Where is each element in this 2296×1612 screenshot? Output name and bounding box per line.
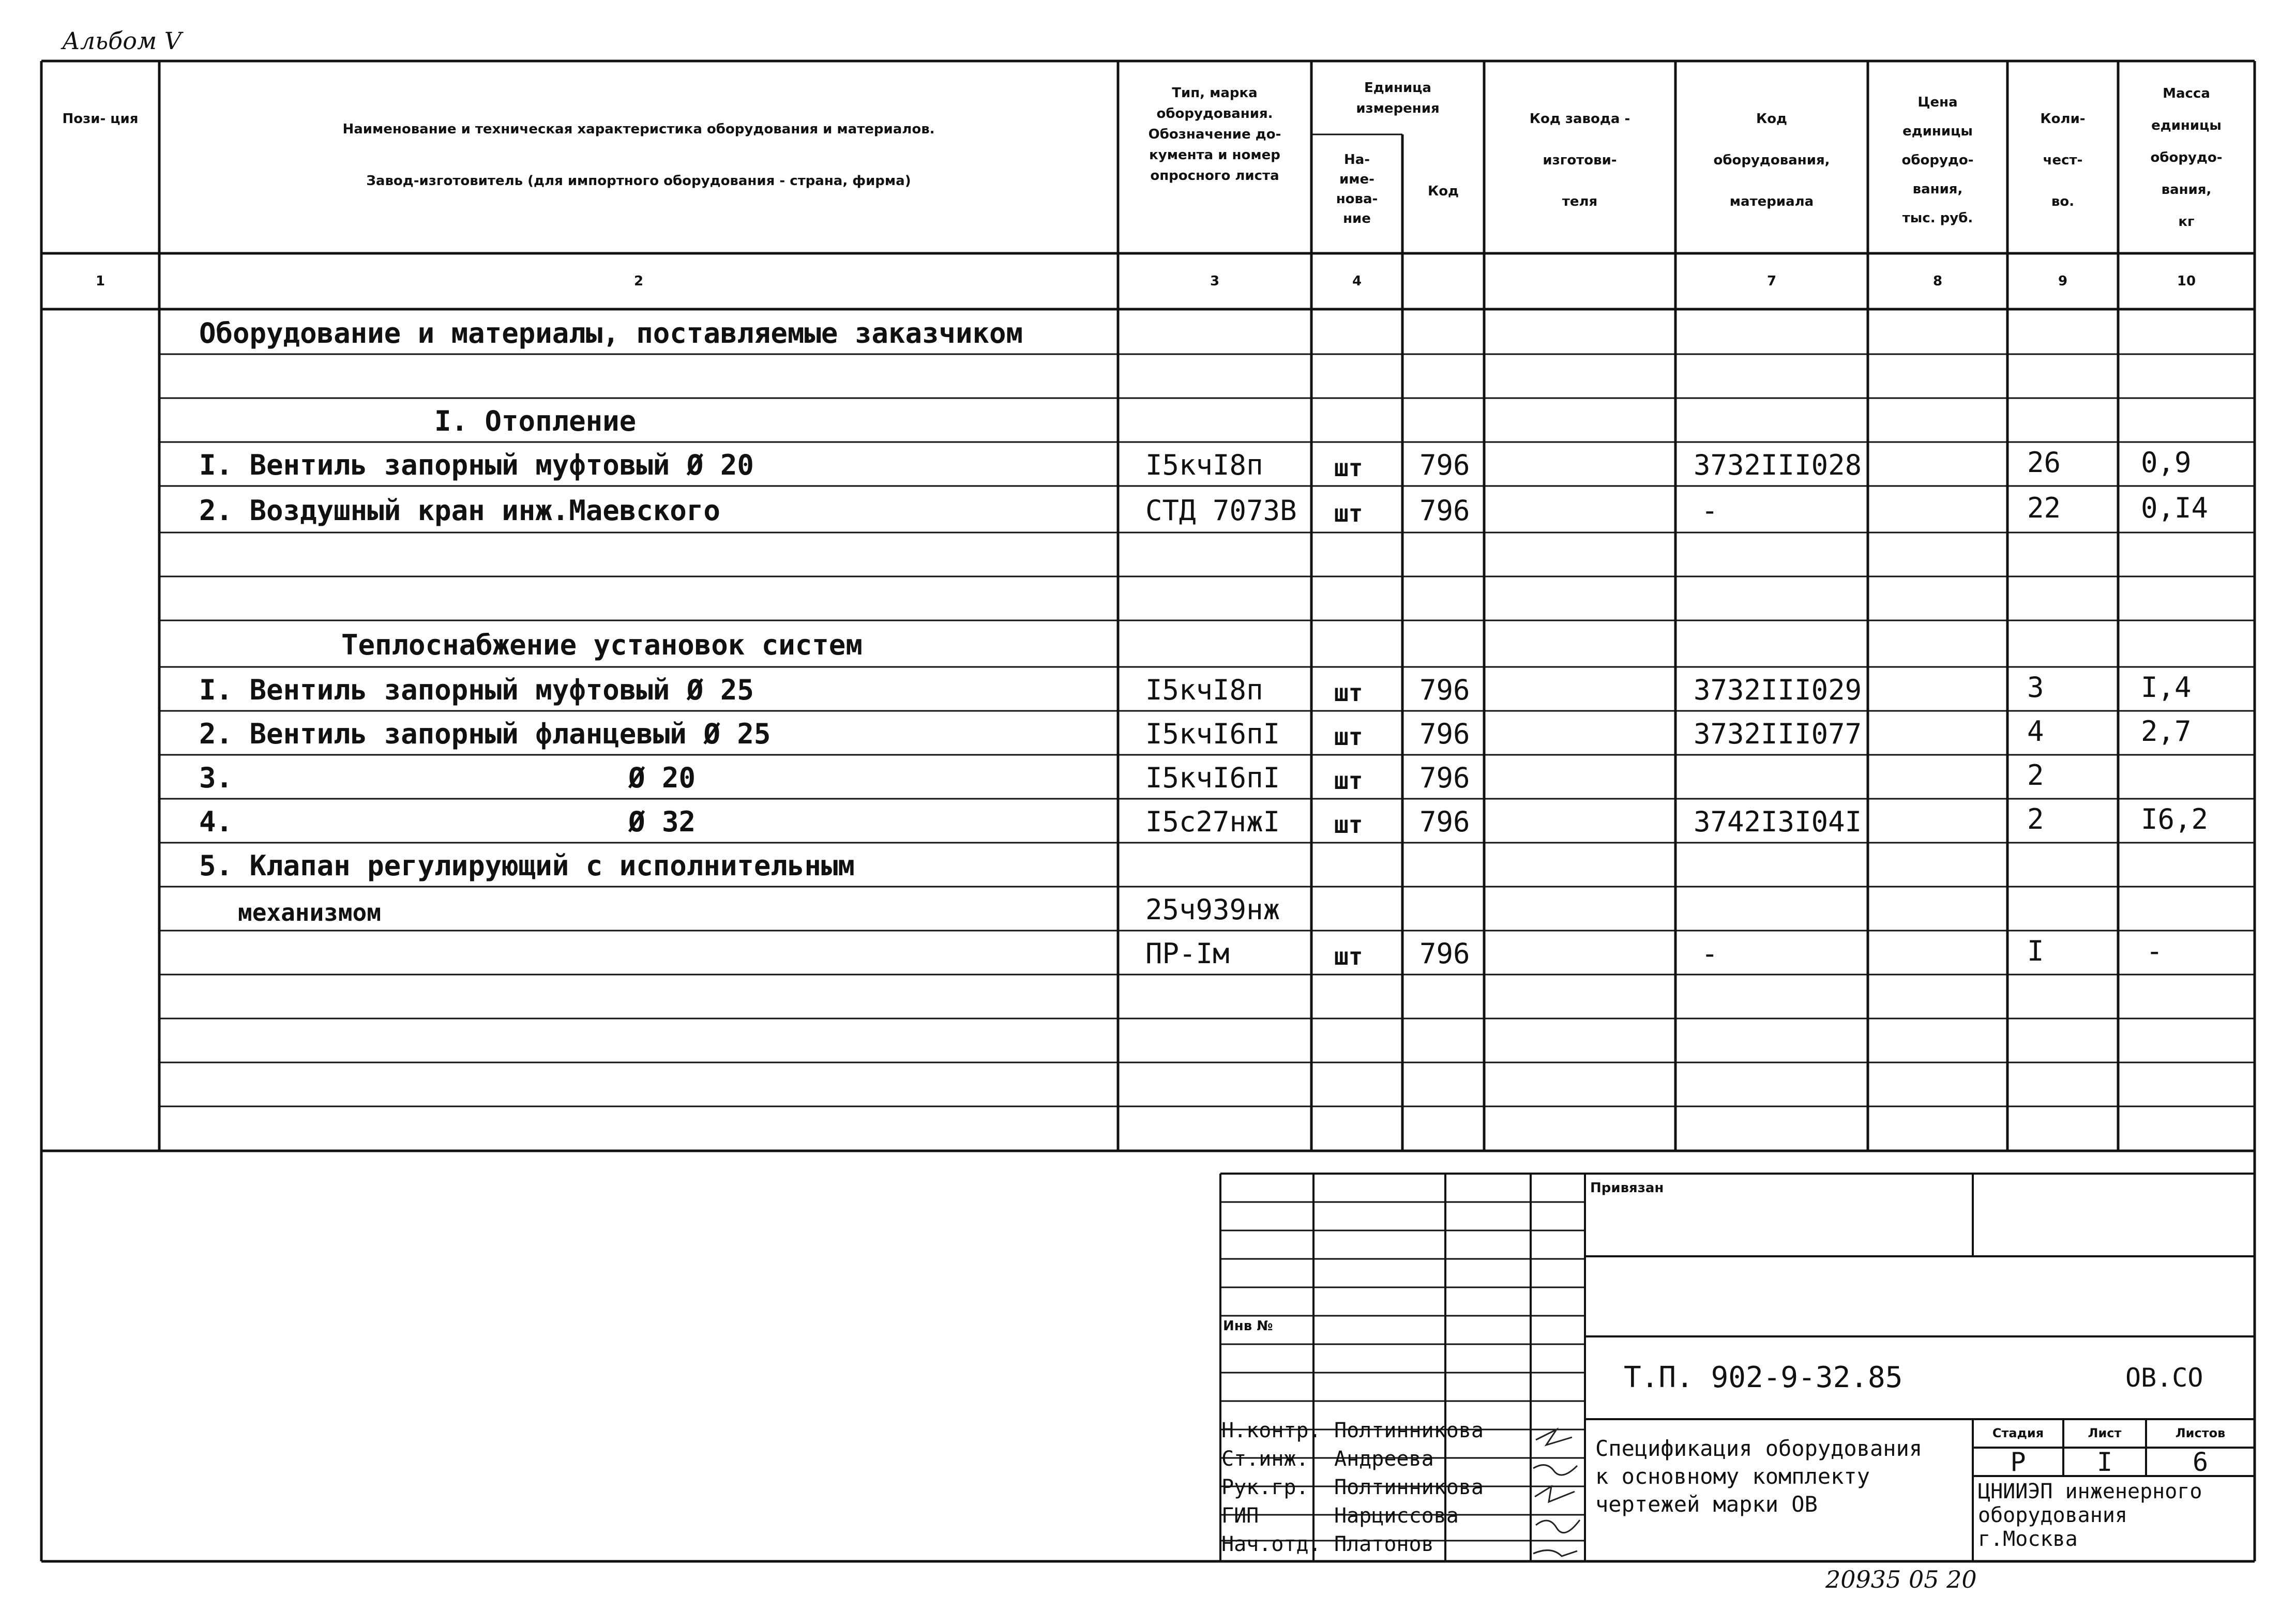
signer-role: Ст.инж. xyxy=(1221,1447,1309,1471)
row-qty: 4 xyxy=(2027,715,2044,748)
header-type-line: Тип, марка xyxy=(1172,85,1258,101)
header-position: Пози- ция xyxy=(62,111,139,127)
attached-label: Привязан xyxy=(1590,1180,1664,1196)
header-unit-code: Код xyxy=(1427,184,1459,199)
header-type-line: оборудования. xyxy=(1156,106,1273,121)
signatures xyxy=(1531,1419,1588,1564)
header-type-line: кумента и номер xyxy=(1149,147,1280,163)
row-type: I5кчI8п xyxy=(1145,449,1263,481)
row-unit: шт xyxy=(1334,499,1363,527)
header-quantity xyxy=(2007,98,2118,222)
header-name-line1: Наименование и техническая характеристика оборудования и материалов. xyxy=(342,121,935,137)
header-factory-code xyxy=(1484,98,1675,222)
header-price-line: Цена xyxy=(1917,95,1958,110)
header-quantity-line: во. xyxy=(2051,194,2075,209)
row-mass: 0,9 xyxy=(2141,446,2192,479)
row-unit: шт xyxy=(1334,454,1363,482)
column-number: 2 xyxy=(633,273,644,289)
header-equipment-line: Код xyxy=(1756,111,1788,127)
signer-role: Н.контр. xyxy=(1221,1419,1321,1442)
row-name: 2. Вентиль запорный фланцевый Ø 25 xyxy=(199,718,771,750)
header-unit-name-line: име- xyxy=(1339,172,1374,187)
stage-label: Стадия xyxy=(1992,1426,2044,1440)
signer-name: Полтинникова xyxy=(1334,1419,1484,1442)
header-mass-line: Масса xyxy=(2163,86,2210,101)
row-type: СТД 7073В xyxy=(1145,494,1297,527)
row-name: I. Вентиль запорный муфтовый Ø 25 xyxy=(199,674,754,706)
row-code: - xyxy=(1701,494,1718,527)
header-equipment-line: оборудования, xyxy=(1713,153,1830,168)
signer-name: Полтинникова xyxy=(1334,1476,1484,1499)
row-unit-code: 796 xyxy=(1419,718,1470,750)
header-mass-line: оборудо- xyxy=(2150,150,2223,165)
row-unit: шт xyxy=(1334,679,1363,707)
row-unit-code: 796 xyxy=(1419,449,1470,481)
header-unit-name-line: На- xyxy=(1343,152,1370,168)
column-number: 3 xyxy=(1210,273,1220,289)
signer-name: Нарциссова xyxy=(1334,1504,1459,1528)
row-unit: шт xyxy=(1334,723,1363,751)
header-unit-group xyxy=(1311,78,1484,119)
row-type: ПР-Iм xyxy=(1145,937,1230,970)
document-title-line: чертежей марки ОВ xyxy=(1595,1492,1818,1517)
organization-line: оборудования xyxy=(1978,1503,2127,1527)
document-title-line: Спецификация оборудования xyxy=(1595,1436,1923,1461)
header-price-line: оборудо- xyxy=(1901,153,1974,168)
column-number: 8 xyxy=(1932,273,1943,289)
sheet-value: I xyxy=(2096,1447,2113,1477)
signer-name: Платонов xyxy=(1334,1532,1434,1556)
header-type xyxy=(1118,83,1311,186)
drawing-mark: ОВ.СО xyxy=(2125,1363,2203,1393)
section-heat-supply: Теплоснабжение установок систем xyxy=(341,629,863,661)
header-price xyxy=(1868,88,2007,233)
row-name: механизмом xyxy=(238,899,381,926)
row-qty: 2 xyxy=(2027,803,2044,835)
header-factory-line: изготови- xyxy=(1543,153,1617,168)
header-price-line: тыс. руб. xyxy=(1902,210,1973,226)
header-unit-name xyxy=(1311,150,1402,229)
row-type: I5кчI6пI xyxy=(1145,762,1280,794)
row-unit-code: 796 xyxy=(1419,937,1470,970)
header-unit-line: измерения xyxy=(1356,101,1440,116)
header-type-line: Обозначение до- xyxy=(1148,127,1281,142)
signer-roles xyxy=(1221,1417,1321,1559)
header-unit-name-line: нова- xyxy=(1336,191,1378,207)
signer-names xyxy=(1334,1417,1484,1559)
header-equipment-code xyxy=(1675,98,1868,222)
header-mass xyxy=(2118,78,2255,238)
row-unit-code: 796 xyxy=(1419,762,1470,794)
row-code: 3732III077 xyxy=(1694,718,1862,750)
signer-role: Рук.гр. xyxy=(1221,1476,1309,1499)
header-factory-line: теля xyxy=(1562,194,1598,209)
stage-value: Р xyxy=(2010,1447,2026,1477)
sheets-label: Листов xyxy=(2175,1426,2226,1440)
section-title: Оборудование и материалы, поставляемые заказчиком xyxy=(199,317,1023,349)
header-unit-name-line: ние xyxy=(1343,211,1371,226)
row-qty: 26 xyxy=(2027,446,2061,479)
header-type-line: опросного листа xyxy=(1150,168,1279,184)
header-quantity-line: Коли- xyxy=(2040,111,2086,127)
signer-name: Андреева xyxy=(1334,1447,1434,1471)
row-code: - xyxy=(1701,937,1718,970)
row-name: I. Вентиль запорный муфтовый Ø 20 xyxy=(199,449,754,481)
header-unit-line: Единица xyxy=(1364,80,1431,96)
column-number: 10 xyxy=(2177,273,2196,289)
row-unit-code: 796 xyxy=(1419,494,1470,527)
header-factory-line: Код завода - xyxy=(1529,111,1630,127)
row-code: 3732III028 xyxy=(1694,449,1862,481)
row-type: I5кчI8п xyxy=(1145,674,1263,706)
row-mass: 0,I4 xyxy=(2141,492,2209,524)
row-type: I5с27нжI xyxy=(1145,805,1280,838)
header-equipment-line: материала xyxy=(1729,194,1814,209)
header-mass-line: вания, xyxy=(2161,182,2212,197)
row-qty: I xyxy=(2027,935,2044,967)
header-mass-line: кг xyxy=(2178,214,2195,230)
signer-role: ГИП xyxy=(1221,1504,1259,1528)
row-code: 3742I3I04I xyxy=(1694,805,1862,838)
row-qty: 2 xyxy=(2027,759,2044,792)
document-title-line: к основному комплекту xyxy=(1595,1464,1870,1489)
sheet-label: Лист xyxy=(2088,1426,2122,1440)
row-unit-code: 796 xyxy=(1419,674,1470,706)
document-number: Т.П. 902-9-32.85 xyxy=(1624,1361,1903,1394)
row-mass: I6,2 xyxy=(2141,803,2209,835)
header-quantity-line: чест- xyxy=(2043,153,2083,168)
column-number: 1 xyxy=(95,273,105,289)
document-title xyxy=(1595,1435,1922,1518)
row-mass: - xyxy=(2146,935,2163,967)
row-unit-code: 796 xyxy=(1419,805,1470,838)
row-type: I5кчI6пI xyxy=(1145,718,1280,750)
footer-number: 20935 05 20 xyxy=(1825,1565,1977,1593)
row-code: 3732III029 xyxy=(1694,674,1862,706)
inv-number-label: Инв № xyxy=(1223,1318,1273,1334)
row-qty: 3 xyxy=(2027,671,2044,704)
header-mass-line: единицы xyxy=(2151,118,2222,133)
organization xyxy=(1978,1480,2202,1551)
row-qty: 22 xyxy=(2027,492,2061,524)
row-name-diameter: Ø 20 xyxy=(628,762,696,794)
column-number: 7 xyxy=(1766,273,1777,289)
row-name: 2. Воздушный кран инж.Маевского xyxy=(199,494,720,527)
row-unit: шт xyxy=(1334,942,1363,970)
row-unit: шт xyxy=(1334,811,1363,839)
row-mass: I,4 xyxy=(2141,671,2192,704)
row-name: 5. Клапан регулирующий с исполнительным xyxy=(199,849,855,882)
column-number: 9 xyxy=(2058,273,2068,289)
row-name-diameter: Ø 32 xyxy=(628,805,696,838)
column-number: 4 xyxy=(1352,273,1362,289)
sheets-value: 6 xyxy=(2192,1447,2209,1477)
organization-line: ЦНИИЭП инженерного xyxy=(1978,1480,2202,1503)
row-type: 25ч939нж xyxy=(1145,893,1280,926)
signer-role: Нач.отд. xyxy=(1221,1532,1321,1556)
header-price-line: вания, xyxy=(1912,181,1963,197)
header-name-line2: Завод-изготовитель (для импортного оборудования - страна, фирма) xyxy=(366,173,911,189)
row-unit: шт xyxy=(1334,767,1363,795)
row-name: 3. xyxy=(199,762,233,794)
organization-line: г.Москва xyxy=(1978,1527,2078,1551)
album-label: Альбом V xyxy=(62,27,182,55)
row-name: 4. xyxy=(199,805,233,838)
row-mass: 2,7 xyxy=(2141,715,2192,748)
header-price-line: единицы xyxy=(1902,124,1973,139)
section-heating: I. Отопление xyxy=(434,405,637,437)
